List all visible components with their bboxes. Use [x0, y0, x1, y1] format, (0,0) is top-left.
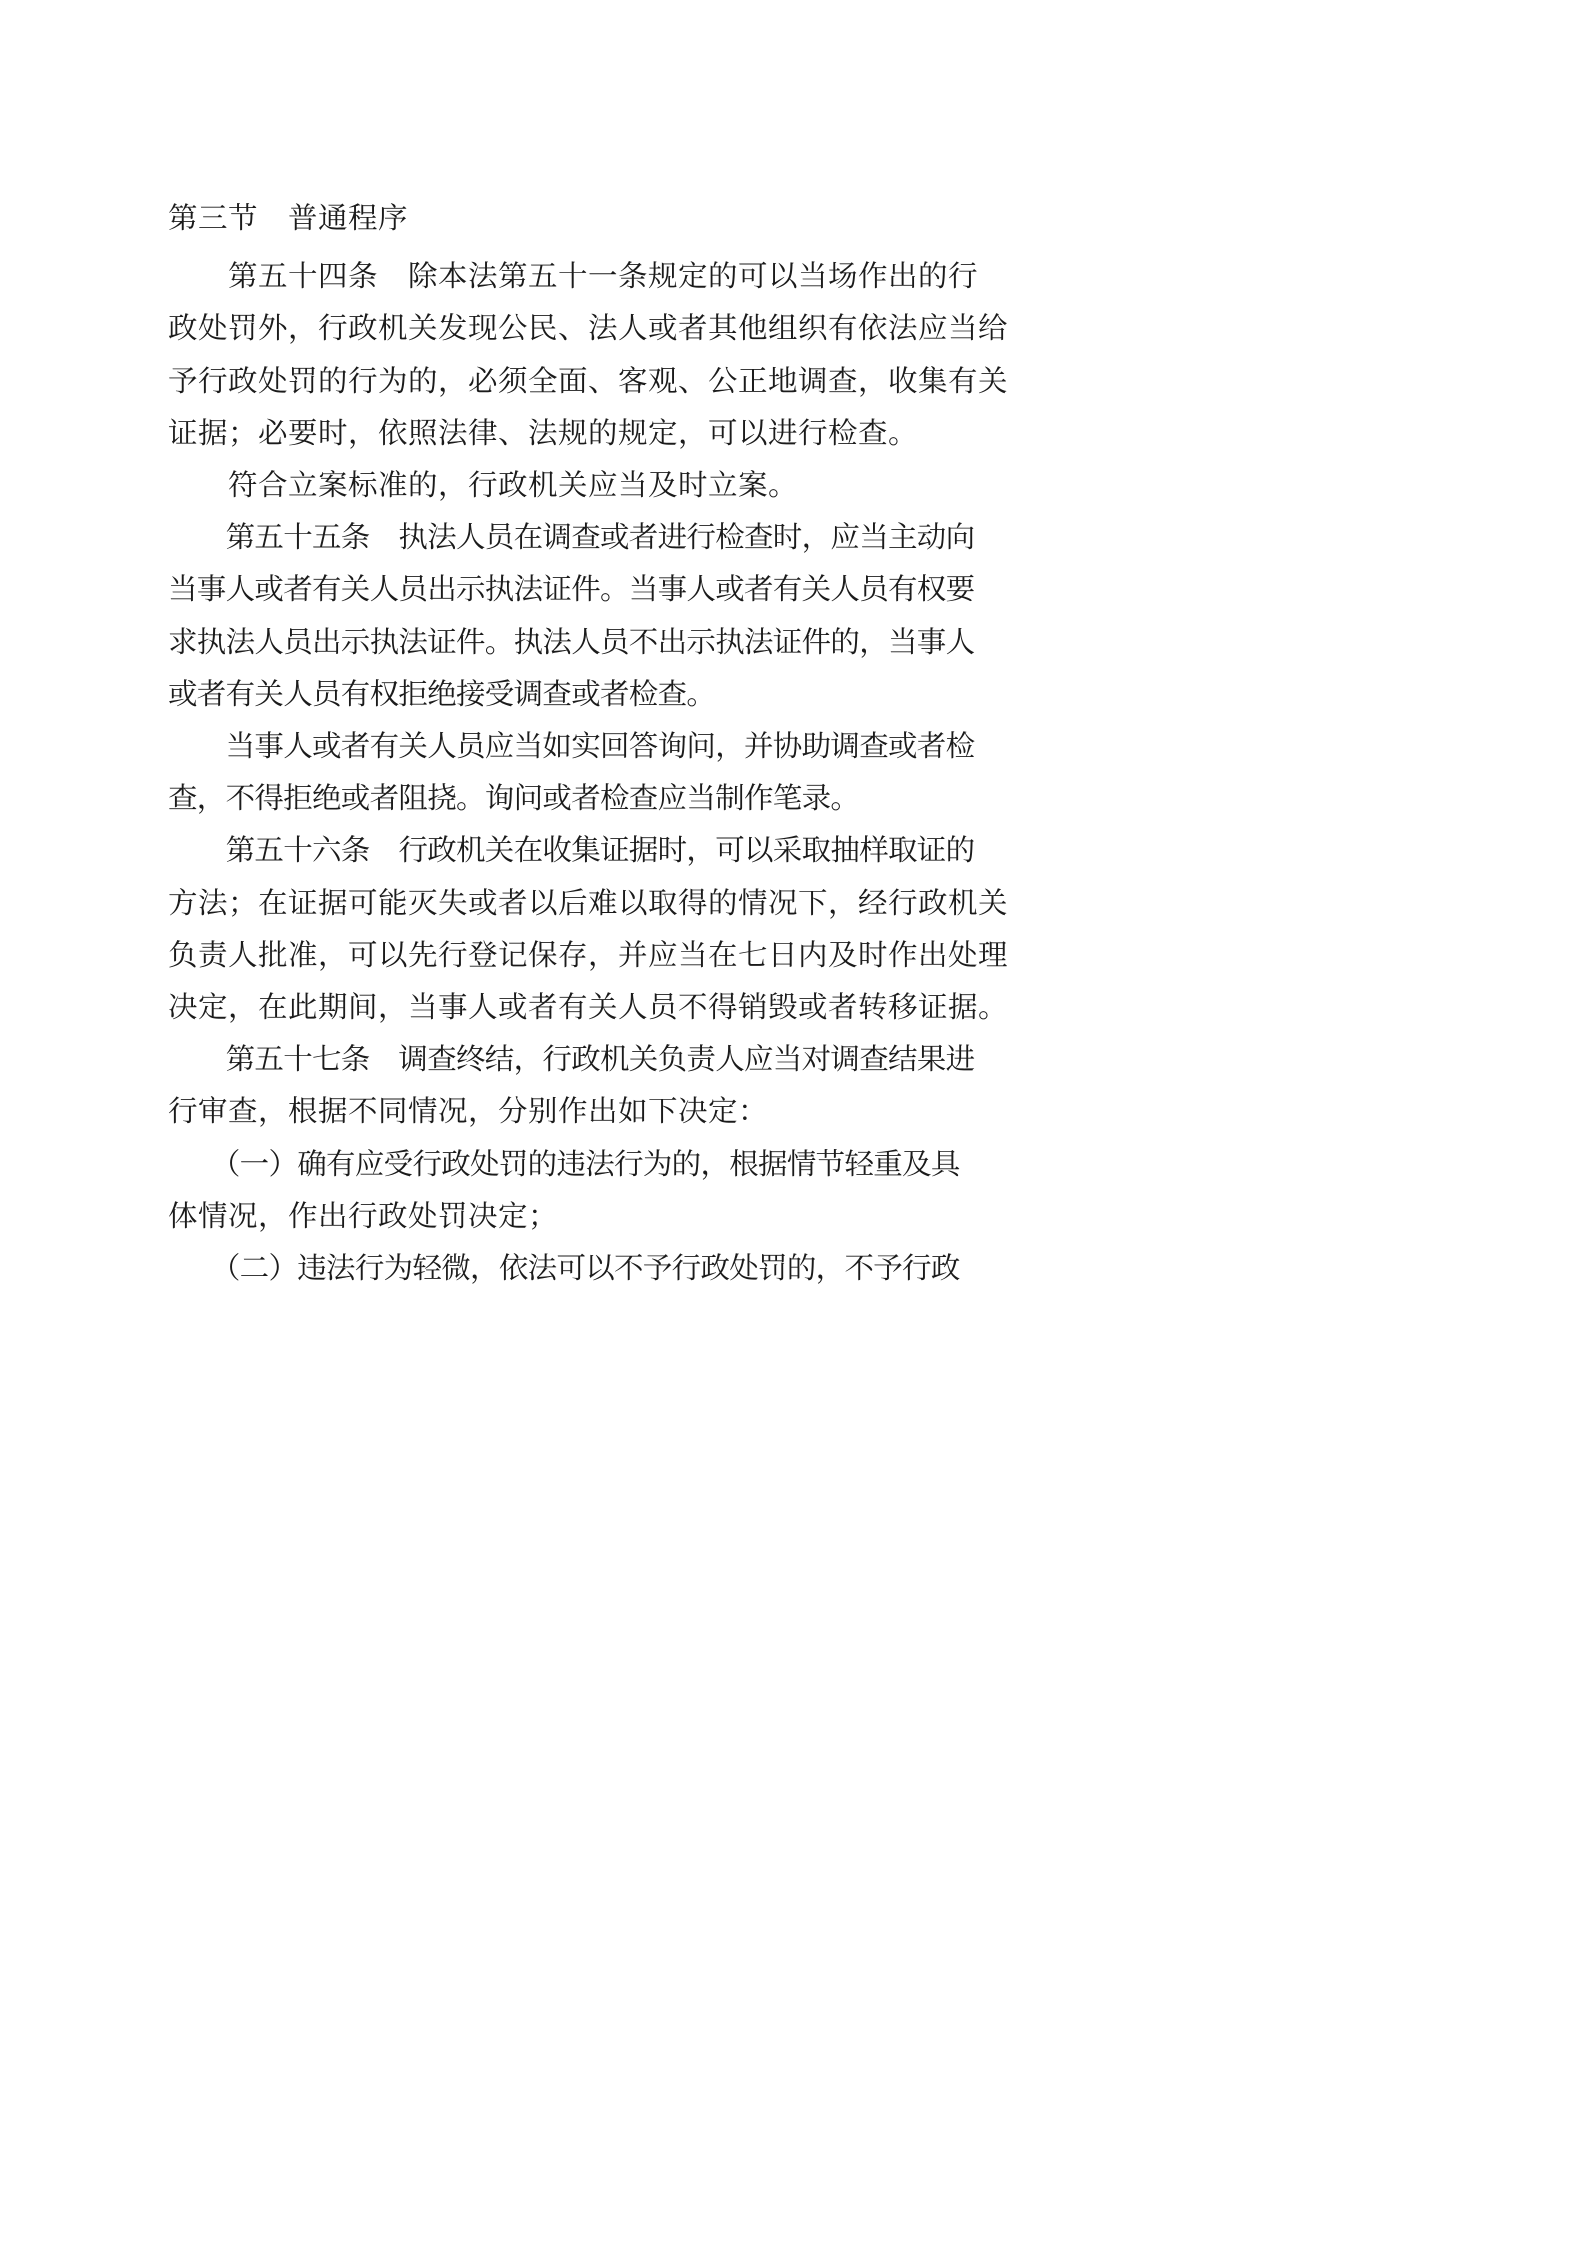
- section-heading: 第三节 普通程序: [168, 201, 409, 235]
- article-54-line-1: 第五十四条 除本法第五十一条规定的可以当场作出的行: [168, 259, 979, 294]
- article-56-line-1: 第五十六条 行政机关在收集证据时，可以采取抽样取证的: [168, 833, 975, 868]
- article-57-item-1-line-2: 体情况，作出行政处罚决定；: [168, 1198, 559, 1233]
- article-54-line-4: 证据；必要时，依照法律、法规的规定，可以进行检查。: [168, 415, 919, 450]
- article-55-line-2: 当事人或者有关人员出示执法证件。当事人或者有关人员有权要: [168, 572, 975, 607]
- article-54-line-3: 予行政处罚的行为的，必须全面、客观、公正地调查，收集有关: [168, 363, 1009, 398]
- article-54-line-2: 政处罚外，行政机关发现公民、法人或者其他组织有依法应当给: [168, 311, 1009, 346]
- article-54-para2-line-1: 符合立案标准的，行政机关应当及时立案。: [168, 468, 799, 503]
- document-text-column: [168, 192, 1009, 1294]
- article-55-line-3: 求执法人员出示执法证件。执法人员不出示执法证件的，当事人: [168, 624, 975, 659]
- article-57-item-1-line-1: （一）确有应受行政处罚的违法行为的，根据情节轻重及具: [168, 1146, 960, 1181]
- article-57-item-2-line-1: （二）违法行为轻微，依法可以不予行政处罚的，不予行政: [168, 1251, 960, 1286]
- article-55-para2-line-1: 当事人或者有关人员应当如实回答询问，并协助调查或者检: [168, 729, 975, 764]
- article-56-line-4: 决定，在此期间，当事人或者有关人员不得销毁或者转移证据。: [168, 990, 1009, 1025]
- article-55-para2-line-2: 查，不得拒绝或者阻挠。询问或者检查应当制作笔录。: [168, 781, 860, 816]
- article-56-line-3: 负责人批准，可以先行登记保存，并应当在七日内及时作出处理: [168, 937, 1009, 972]
- article-55-line-1: 第五十五条 执法人员在调查或者进行检查时，应当主动向: [168, 520, 975, 555]
- article-57-line-2: 行审查，根据不同情况，分别作出如下决定：: [168, 1094, 769, 1129]
- article-57-line-1: 第五十七条 调查终结，行政机关负责人应当对调查结果进: [168, 1042, 975, 1077]
- article-56-line-2: 方法；在证据可能灭失或者以后难以取得的情况下，经行政机关: [168, 885, 1009, 920]
- article-55-line-4: 或者有关人员有权拒绝接受调查或者检查。: [168, 676, 716, 711]
